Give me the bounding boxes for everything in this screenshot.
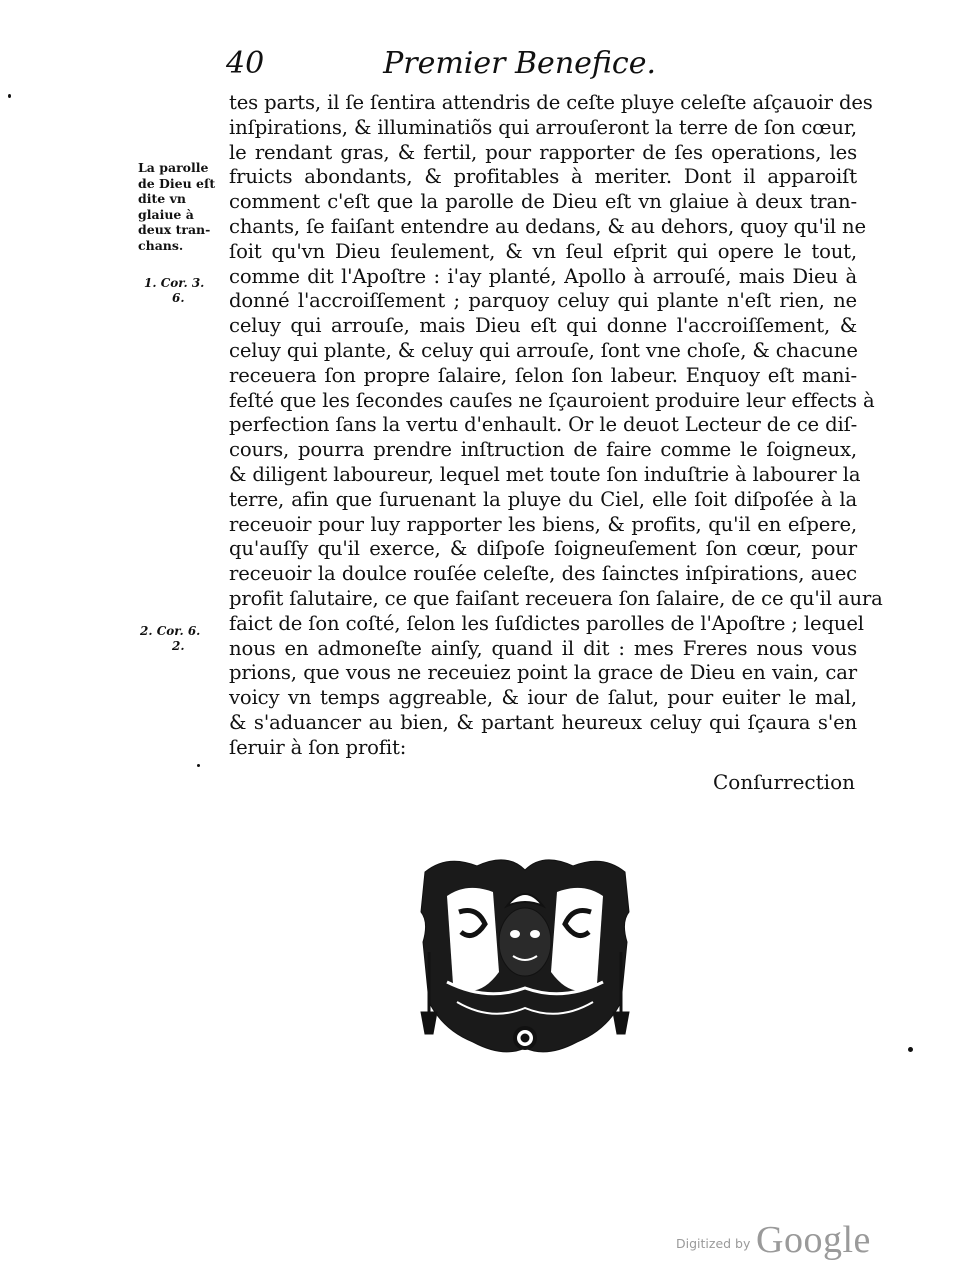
margin-reference-line: 2. [172,639,185,653]
google-logo: Google [756,1219,871,1261]
ink-speck [908,1047,913,1052]
text-line: receuoir pour luy rapporter les biens, & profits, qu'il en eſpere, [229,512,857,536]
text-line: le rendant gras, & fertil, pour rapporter de ſes operations, les [229,140,857,164]
text-line: fruicts abondants, & profitables à meriter. Dont il apparoiſt [229,165,857,189]
page-number: 40 [226,46,265,81]
text-line: nous en admoneſte ainſy, quand il dit : mes Freres nous vous [229,636,857,660]
text-line: voicy vn temps aggreable, & iour de ſalut, pour euiter le mal, [229,686,857,710]
catchword: Conſurrection [712,770,855,794]
ink-speck [8,94,11,98]
watermark-prefix: Digitized by [676,1236,751,1251]
margin-reference-line: 1. Cor. 3. [144,276,205,290]
text-line: perfection ſans la vertu d'enhault. Or le deuot Lecteur de ce diſ- [229,413,858,437]
margin-note-line: dite vn [138,191,186,206]
tailpiece-ornament-icon [407,852,643,1060]
ink-speck [197,764,200,767]
text-line: inſpirations, & illuminatiõs qui arrouſeront la terre de ſon cœur, [229,115,857,139]
margin-reference-line: 2. Cor. 6. [140,624,201,638]
margin-note-line: deux tran- [138,222,211,237]
text-line: terre, afin que ſuruenant la pluye du Ciel, elle ſoit diſpoſée à la [229,487,857,511]
margin-note [138,160,214,253]
text-line: donné l'accroiſſement ; parquoy celuy qui plante n'eſt rien, ne [229,289,857,313]
text-line: receuoir la doulce rouſée celeſte, des ſainctes inſpirations, auec [229,562,857,586]
running-title: Premier Benefice. [383,46,656,81]
text-line: faict de ſon coſté, ſelon les ſuſdictes parolles de l'Apoſtre ; lequel [229,611,864,635]
text-line: profit ſalutaire, ce que faiſant receuera ſon ſalaire, de ce qu'il aura [229,586,883,610]
text-line: celuy qui plante, & celuy qui arrouſe, ſont vne choſe, & chacune [229,338,858,362]
text-line: receuera ſon propre ſalaire, ſelon ſon labeur. Enquoy eſt mani- [229,363,857,387]
text-line: comment c'eſt que la parolle de Dieu eſt vn glaiue à deux tran- [229,190,857,214]
margin-reference-line: 6. [172,291,185,305]
text-line: comme dit l'Apoſtre : i'ay planté, Apollo à arrouſé, mais Dieu à [229,264,857,288]
digitized-watermark [676,1218,876,1262]
margin-reference-2 [140,624,200,654]
running-head [226,46,656,86]
body-text [229,91,883,761]
text-line: & diligent laboureur, lequel met toute ſon induſtrie à labourer la [229,462,861,486]
margin-note-line: de Dieu eſt [138,175,216,191]
text-line: chants, ſe faiſant entendre au dedans, & au dehors, quoy qu'il ne [229,214,866,238]
text-line: cours, pourra prendre inſtruction de faire comme le ſoigneux, [229,438,857,462]
margin-note-line: glaiue à [138,206,194,222]
text-line: ſoit qu'vn Dieu ſeulement, & vn ſeul eſprit qui opere le tout, [229,239,857,263]
text-line: celuy qui arrouſe, mais Dieu eſt qui donne l'accroiſſement, & [229,314,857,338]
margin-note-line: chans. [138,237,184,253]
margin-note-line: La parolle [138,160,209,175]
text-line: & s'aduancer au bien, & partant heureux celuy qui ſçaura s'en [229,710,857,734]
text-line: tes parts, il ſe ſentira attendris de ceſte pluye celeſte aſçauoir des [229,91,873,114]
margin-reference-1 [144,276,204,306]
text-line: ſeruir à ſon profit: [229,735,407,759]
text-line: qu'auſſy qu'il exerce, & diſpoſe ſoigneuſement ſon cœur, pour [229,537,857,561]
text-line: prions, que vous ne receuiez point la grace de Dieu en vain, car [229,661,857,685]
text-line: feſté que les ſecondes cauſes ne ſçauroient produire leur effects à [229,388,875,412]
